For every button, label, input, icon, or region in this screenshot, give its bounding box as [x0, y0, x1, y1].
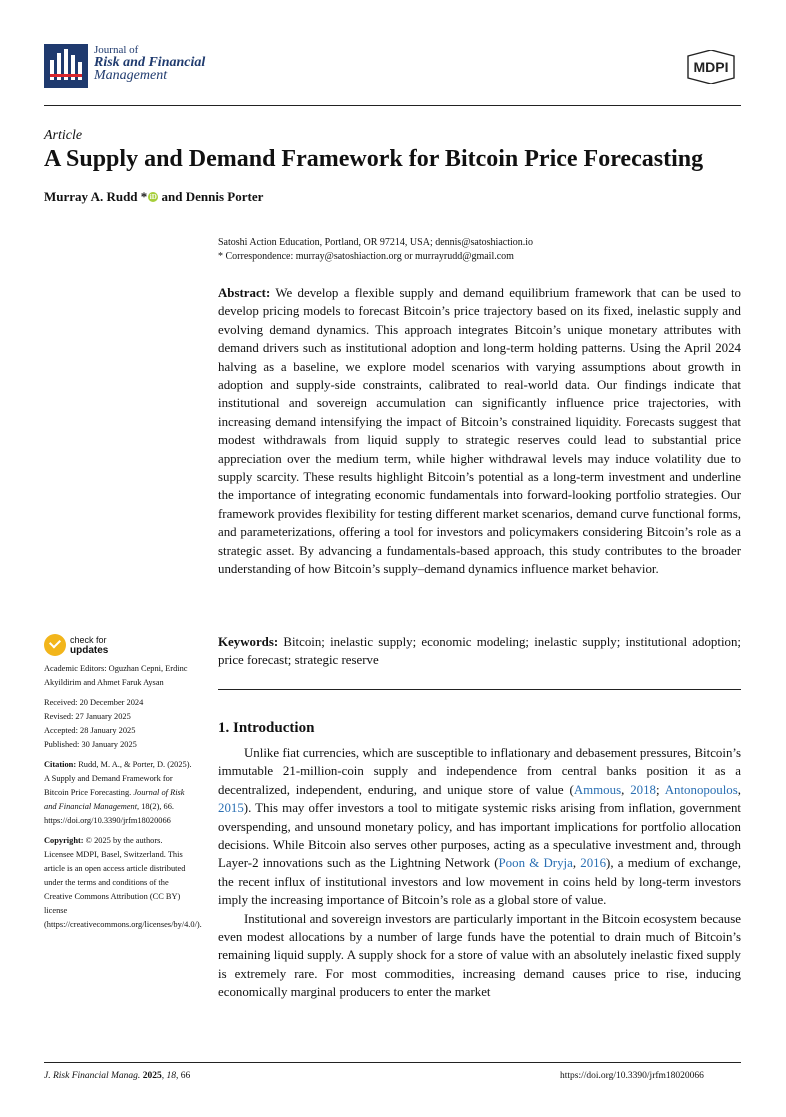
date-published: Published: 30 January 2025 [44, 740, 137, 749]
footer-volume: , 18 [161, 1071, 176, 1081]
authors [44, 189, 263, 205]
date-revised: Revised: 27 January 2025 [44, 712, 131, 721]
citation-label: Citation: [44, 760, 77, 769]
intro-p1-text-c: ), a medium of exchange, the recent influx of institutional investors and low movement in coins held by long-term investors imply the increasing importance of Bitcoin’s role as a global store of value. [218, 856, 741, 908]
page-title: A Supply and Demand Framework for Bitcoin Price Forecasting [44, 146, 704, 172]
author-2[interactable]: and Dennis Porter [158, 189, 264, 204]
sidebar [44, 634, 202, 938]
keywords-rule [218, 689, 741, 690]
citation-link[interactable]: 2016 [580, 856, 607, 871]
journal-name-line3: Management [94, 68, 168, 83]
correspondence: * Correspondence: murray@satoshiaction.org or murrayrudd@gmail.com [218, 251, 514, 262]
citation [44, 758, 194, 828]
citation-link[interactable]: 2018 [630, 782, 656, 797]
footer-doi-link[interactable]: https://doi.org/10.3390/jrfm18020066 [560, 1071, 704, 1081]
section-heading-introduction: 1. Introduction [218, 720, 315, 736]
copyright-text: © 2025 by the authors. Licensee MDPI, Basel, Switzerland. This article is an open access article distributed under the terms and conditions of the Creative Commons Attribution (CC BY) license (https://creativecommons.org/licenses/by/4.0/). [44, 836, 202, 929]
mdpi-text: MDPI [693, 59, 729, 75]
footer-citation [44, 1071, 190, 1081]
keywords-text: Bitcoin; inelastic supply; economic modeling; inelastic supply; institutional adoption; price forecast; strategic reserve [218, 635, 741, 668]
citation-doi[interactable]: , 18(2), 66. https://doi.org/10.3390/jrfm18020066 [44, 802, 175, 825]
header-rule [44, 105, 741, 106]
author-1[interactable]: Murray A. Rudd * [44, 189, 148, 204]
orcid-icon[interactable]: iD [149, 193, 157, 201]
citation-link[interactable]: Ammous [573, 782, 622, 797]
date-received: Received: 20 December 2024 [44, 698, 144, 707]
article-type: Article [44, 128, 83, 143]
citation-link[interactable]: Antonopoulos [664, 782, 738, 797]
keywords [218, 633, 741, 670]
affiliations [218, 236, 533, 264]
abstract-text: We develop a flexible supply and demand equilibrium framework that can be used to develop pricing models to forecast Bitcoin’s price trajectory based on its fixed, inelastic supply and evolving demand dynamics. This approach integrates Bitcoin’s unique monetary attributes with demand drivers such as institutional adoption and long-term holding patterns. Using the April 2024 halving as a baseline, we explore model scenarios with varying assumptions about growth in adoption and supply-side constraints, calibrated to real-world data. Our findings indicate that institutional and sovereign accumulation can significantly influence price trajectories, with increasing demand intensifying the impact of Bitcoin’s constrained liquidity. Forecasts suggest that modest withdrawals from liquid supply to strategic reserves could lead to substantial price appreciation over the medium term, while higher withdrawal levels may induce volatility due to supply scarcity. These results highlight Bitcoin’s potential as a long-term investment and underline the importance of integrating economic fundamentals into forward-looking portfolio strategies. Our framework provides flexibility for testing different market scenarios, demand curve functional forms, and parameterizations, offering a tool for investors and policymakers considering Bitcoin’s role as a strategic asset. By advancing a fundamentals-based approach, this study contributes to the broader understanding of how Bitcoin’s supply–demand dynamics influence market behavior. [218, 286, 741, 577]
mdpi-logo [682, 50, 740, 84]
footer-page: , 66 [175, 1071, 191, 1081]
abstract [218, 284, 741, 579]
abstract-label: Abstract: [218, 286, 271, 300]
check-for-updates-button[interactable] [44, 634, 194, 656]
footer-rule [44, 1062, 741, 1063]
check-label-line1: check for [70, 634, 107, 645]
citation-link[interactable]: 2015 [218, 801, 244, 816]
keywords-label: Keywords: [218, 635, 279, 649]
check-updates-icon [44, 634, 66, 656]
journal-name-line2: Risk and Financial [94, 55, 206, 70]
citation-text: Rudd, M. A., & Porter, D. (2025). A Supply and Demand Framework for Bitcoin Price Forecasting. [44, 760, 192, 797]
intro-paragraph-1: Unlike fiat currencies, which are susceptible to inflationary and debasement pressures, Bitcoin’s immutable 21-million-coin supply and independence from central banks position it as a decentralized, independent, enduring, and unique store of value (Ammous, 2018; Antonopoulos, 2015). This may offer investors a tool to mitigate systemic risks arising from inflation, government overspending, and unsound monetary policy, and has important implications for portfolio allocation decisions. While Bitcoin also serves other purposes, acting as a speculative investment and, through Layer-2 innovations such as the Lightning Network (Poon & Dryja, 2016), a medium of exchange, the recent influx of institutional investors and low movement in coins held by long-term investors imply the increasing importance of Bitcoin’s role as a global store of value. [218, 746, 742, 908]
copyright [44, 834, 202, 932]
intro-paragraph-2: Institutional and sovereign investors are particularly important in the Bitcoin ecosystem because even modest allocations by a number of large funds have the potential to drain much of Bitcoin’s remaining liquid supply. A supply shock for a store of value with an absolutely inelastic fixed supply is extremely rare. For most commodities, increasing demand causes price to rise, inducing economically marginal producers to enter the market [218, 911, 741, 1000]
journal-logo [44, 44, 88, 88]
introduction-body [218, 744, 741, 1002]
affiliation: Satoshi Action Education, Portland, OR 97214, USA; dennis@satoshiaction.io [218, 237, 534, 248]
journal-name [94, 44, 205, 82]
copyright-label: Copyright: [44, 836, 84, 845]
intro-p1-text-a: Unlike fiat currencies, which are susceptible to inflationary and debasement pressures, Bitcoin’s immutable 21-million-coin supply and independence from central banks position it as a decentralized, independent, enduring, and unique store of value ( [218, 746, 741, 797]
footer-journal: J. Risk Financial Manag. [44, 1071, 141, 1081]
citation-link[interactable]: Poon & Dryja [498, 856, 573, 871]
date-accepted: Accepted: 28 January 2025 [44, 726, 136, 735]
footer-year: 2025 [140, 1071, 162, 1081]
intro-p1-text-b: ). This may offer investors a tool to mitigate systemic risks arising from inflation, government overspending, and unsound monetary policy, and has important implications for portfolio allocation decisions. While Bitcoin also serves other purposes, acting as a speculative investment and, through Layer-2 innovations such as the Lightning Network ( [218, 801, 741, 871]
check-label-line2: updates [70, 644, 109, 656]
citation-journal: Journal of Risk and Financial Management [44, 788, 185, 811]
academic-editors: Academic Editors: Oguzhan Cepni, Erdinc Akyildirim and Ahmet Faruk Aysan [44, 664, 188, 687]
journal-name-line1: Journal of [94, 44, 139, 56]
